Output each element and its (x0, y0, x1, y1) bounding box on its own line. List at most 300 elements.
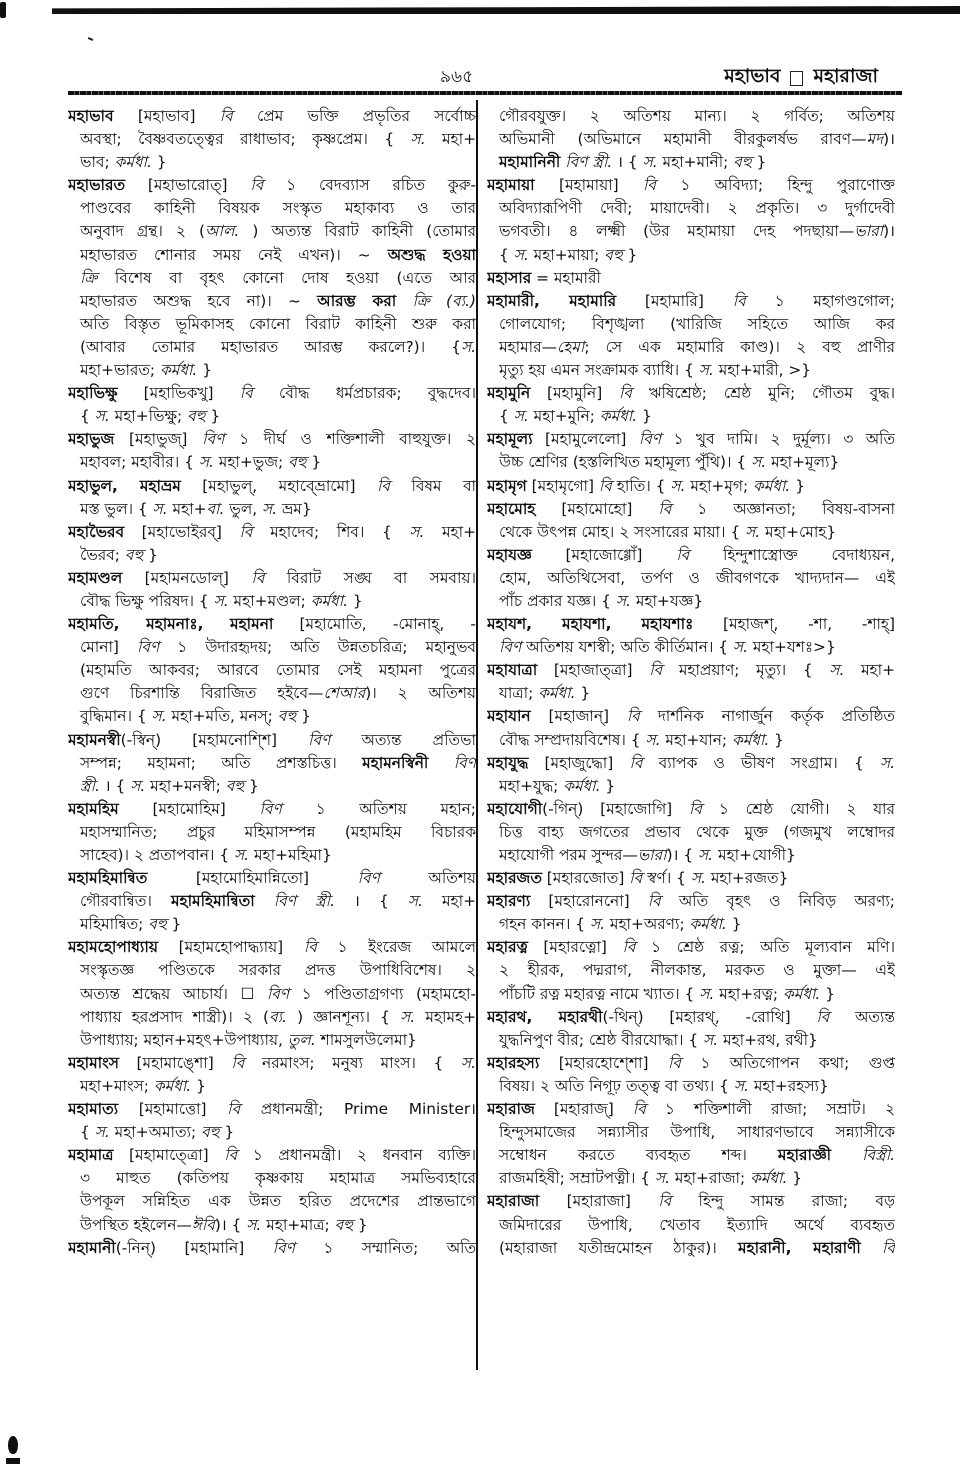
entry-line (68, 659, 476, 682)
definition-text: [মহামোহিম] (118, 799, 260, 818)
grammar-label: বিণ (202, 430, 225, 449)
entry-headline (68, 382, 476, 405)
definition-text: অত্যন্ত (829, 1007, 895, 1026)
entry-headline (68, 1144, 476, 1167)
entry-line (68, 890, 476, 913)
definition-text: । { (334, 892, 408, 911)
definition-text: প্রেম ভক্তি প্রভৃতির সর্বোচ্চ (232, 107, 476, 125)
definition-text: মহামহ+ (415, 1007, 476, 1026)
entry-line (68, 451, 476, 474)
definition-text: } (347, 591, 363, 610)
grammar-label: স. (703, 1030, 719, 1049)
definition-text: অতি বৃহৎ ও নিবিড় অরণ্য; (660, 892, 895, 911)
headword: মহারথ, মহারথী (487, 1007, 603, 1026)
grammar-label: বি (816, 1007, 830, 1026)
entry-line (68, 498, 476, 521)
definition-text: দার্শনিক নাগার্জুন কর্তৃক প্রতিষ্ঠিত (639, 707, 895, 726)
entry-headline (487, 498, 895, 521)
grammar-label: স. (513, 245, 529, 264)
grammar-label: স্ত্রী. (80, 776, 100, 795)
scan-speck (88, 37, 93, 41)
grammar-label: স. (698, 846, 714, 864)
definition-text: ভ্রম} (277, 499, 312, 518)
grammar-label: বি (732, 291, 746, 310)
definition-text: মহা+ (424, 522, 476, 541)
grammar-label: স. (733, 1076, 749, 1095)
grammar-label: বি (632, 1100, 646, 1119)
grammar-label: বি (629, 869, 643, 888)
grammar-label: বহু (733, 153, 752, 172)
entry-line (68, 1190, 476, 1213)
definition-text: মহা+মূল্য} (766, 453, 840, 472)
grammar-label: বহু (604, 245, 623, 264)
entry-headline (487, 1006, 895, 1029)
definition-text: [মহারোননো] (530, 892, 648, 911)
grammar-label: স. (94, 407, 110, 426)
entry-headline (68, 428, 476, 451)
grammar-label: স. (745, 522, 761, 541)
grammar-label: কর্মধা. (599, 407, 638, 426)
column-divider (476, 100, 478, 1370)
definition-text: ১ প্রধানমন্ত্রী। ২ ধনবান ব্যক্তি। (237, 1146, 476, 1165)
entry-line (68, 1029, 476, 1052)
entry-headline (68, 1052, 476, 1075)
grammar-label: স. (589, 915, 605, 934)
definition-text: [মহাভাব] (113, 107, 220, 125)
definition-text: অত্যন্ত শ্রদ্ধেয় আচার্য। ☐ (80, 984, 267, 1003)
definition-text (831, 1146, 862, 1164)
definition-text: বৌদ্ধ ভিক্ষু পরিষদ। { (80, 591, 214, 610)
definition-text: মস্ত ভুল। { (80, 499, 153, 518)
grammar-label: বি (598, 476, 612, 495)
definition-text: ৩ মাহুত (কতিপয় কৃষ্ণকায় মহামাত্র সমভিব্যহারে (80, 1169, 476, 1188)
entry-headline (487, 1190, 895, 1213)
definition-text: বিশেষ বা বৃহৎ কোনো দোষ হওয়া (এতে আর (97, 268, 476, 287)
definition-text: চিত্ত বাহ্য জগতের প্রভাব থেকে মুক্ত (গজমুখ লম্বোদর (499, 822, 895, 841)
definition-text: ১ অতিশয় মহান; (281, 799, 476, 818)
grammar-label: বিস্ত্রী. (862, 1146, 895, 1165)
definition-text: [মহামোতি, -মোনাহ্, - (273, 615, 476, 634)
definition-text: বৌদ্ধ ধর্মপ্রচারক; বুদ্ধদেব। (252, 384, 476, 403)
definition-text: ভৈরব; (80, 545, 125, 564)
definition-text: হিন্দুশাস্ত্রোক্ত বেদাধ্যয়ন, (689, 545, 895, 564)
entry-headline (68, 105, 476, 128)
entry-line (68, 959, 476, 982)
guide-word-first: মহাভাব (724, 65, 781, 87)
header-rule (68, 91, 902, 95)
definition-text: মহা+মোহ} (760, 522, 837, 541)
entry-line (68, 705, 476, 728)
definition-text: } (622, 245, 638, 264)
page-number: ৯৬৫ (440, 67, 474, 87)
entry-line (487, 821, 895, 844)
definition-text: [মহামুনি] (530, 384, 620, 403)
headword: মহাযজ্ঞ (487, 545, 532, 564)
definition-text: } (151, 153, 167, 172)
definition-text: যাত্রা; (499, 684, 539, 703)
definition-text: রাজমহিষী; সম্রাটপত্নী। { (499, 1169, 655, 1188)
grammar-label: ভারা (854, 222, 884, 241)
entry-line (68, 405, 476, 428)
entry-line (68, 682, 476, 705)
definition-text: অনুবাদ গ্রন্থ। ২ ( (80, 222, 205, 241)
entry-line (68, 983, 476, 1006)
grammar-label: ব্য. (269, 1007, 287, 1026)
definition-text: ) অত্যন্ত বিরাট কাহিনী (তোমার (239, 222, 476, 241)
definition-text: অবস্থা; বৈষ্ণবতত্ত্বের রাধাভাব; কৃষ্ণপ্রেম। { (80, 130, 411, 149)
headword: মহারানী, মহারাণী (737, 1238, 861, 1257)
entry-line (487, 313, 895, 336)
definition-text: } (306, 453, 322, 472)
square-separator-icon (790, 71, 803, 86)
definition-text: অত্যন্ত প্রতিভা (330, 730, 476, 749)
headword: মহামানী (68, 1238, 116, 1257)
entry-line (487, 682, 895, 705)
entry-headline (487, 382, 895, 405)
grammar-label: বিণ (499, 638, 522, 657)
grammar-label: বহু (201, 1123, 220, 1142)
entry-line (487, 913, 895, 936)
grammar-label: বিণ (136, 638, 160, 657)
grammar-label: কর্মধা. (731, 730, 770, 749)
headword: মহামুনি (487, 384, 531, 403)
headword: মহারাজা (487, 1192, 540, 1211)
entry-headline (487, 290, 895, 313)
headword: মহামায়া (487, 176, 535, 195)
definition-text: সংস্কৃতজ্ঞ পণ্ডিতকে সরকার প্রদত্ত উপাধিবিশেষ। ২ (80, 961, 476, 980)
definition-text: } (244, 776, 259, 795)
grammar-label: ক্রি (ব্য.) (412, 291, 476, 310)
entry-headline (487, 659, 895, 682)
entry-line (487, 1075, 895, 1098)
entry-line (68, 844, 476, 867)
definition-text: মহা+মায়া; (528, 245, 605, 264)
headword: মহামতি, মহামনাঃ, মহামনা (68, 615, 274, 634)
definition-text: মহা+ (422, 892, 476, 911)
definition-text: পাধ্যায় হরপ্রসাদ শাস্ত্রী)। ২ ( (80, 1007, 270, 1026)
definition-text: মহা+ (167, 499, 207, 518)
headword: মহারাজ (487, 1100, 535, 1119)
definition-text: উপস্থিত হইলেন— (80, 1215, 192, 1234)
grammar-label: বি (658, 499, 672, 518)
entry-headline (487, 1052, 895, 1075)
grammar-label: বিণ (272, 1238, 295, 1257)
definition-text: [মহাভুল্, মহাব্ভ্রোমো] (180, 476, 377, 495)
definition-text: [মহামাত্ত্রো] (113, 1146, 225, 1165)
grammar-label: বহু (288, 453, 307, 472)
definition-text: [মহাভারোত্] (125, 176, 251, 195)
grammar-label: বা. (206, 499, 225, 518)
entry-line (487, 1237, 895, 1260)
headword: মহামহিমান্বিতা (170, 892, 255, 911)
headword: মহামহোপাধ্যায় (68, 938, 158, 957)
definition-text: { (499, 407, 514, 426)
entry-line (68, 359, 476, 382)
entry-line (487, 959, 895, 982)
definition-text: [মহারাজা] (539, 1192, 659, 1211)
definition-text: ১ বেদব্যাস রচিত কুরু- (263, 176, 476, 195)
entry-line (487, 1121, 895, 1144)
definition-text: মহা+ (425, 130, 476, 149)
grammar-label: মদ (866, 130, 884, 149)
grammar-label: বিণ (453, 753, 476, 772)
headword: মহামানিনী (499, 153, 561, 172)
definition-text: (আবার তোমার মহাভারত আরম্ভ করলে?)। { (80, 337, 461, 356)
grammar-label: বহু (124, 545, 144, 564)
definition-text: [মহারহোশ্শো] (539, 1053, 668, 1072)
definition-text: গৌরবযুক্ত। ২ অতিশয় মান্য। ২ গর্বিত; অতিশয় (499, 107, 895, 125)
definition-text: জমিদারের উপাধি, খেতাব ইত্যাদি অর্থে ব্যবহৃত (499, 1215, 895, 1234)
definition-text: গুণে চিরশান্তি বিরাজিত হইবে— (80, 684, 324, 703)
entry-line (68, 544, 476, 567)
entry-headline (487, 428, 895, 451)
definition-text: )। (883, 130, 895, 149)
running-header (724, 62, 878, 94)
headword: মহারজত (487, 869, 542, 888)
definition-text: (মহামতি আকবর; আরবে তোমার সেই মহামনা পুত্রের (80, 661, 476, 680)
entry-headline (68, 567, 476, 590)
definition-text: মহা+ (844, 661, 895, 680)
definition-text: বৌদ্ধ সম্প্রদায়বিশেষ। { (499, 730, 646, 749)
definition-text: ১ অবিদ্যা; হিন্দু পুরাণোক্ত (655, 176, 895, 195)
entry-headline (487, 544, 895, 567)
entry-line (487, 844, 895, 867)
grammar-label: স. (198, 453, 214, 472)
definition-text: ১ পণ্ডিতাগ্রগণ্য (মহামহো- (289, 984, 476, 1003)
definition-text: মহা+যজ্ঞ} (630, 591, 704, 610)
definition-text: [মহাজশ্, -শা, -শাহ্] (693, 615, 895, 634)
grammar-label: স. (654, 1169, 670, 1188)
definition-text: } (575, 684, 591, 703)
headword: মহামাত্য (68, 1100, 119, 1119)
definition-text: [মহাভিকখু] (117, 384, 240, 403)
definition-text: (-গিন্) [মহাজোগি] (542, 799, 690, 818)
grammar-label: স. (152, 499, 168, 518)
entry-line (487, 151, 895, 174)
grammar-label: বিণ স্ত্রী. (565, 153, 613, 172)
definition-text: মহামার— (499, 337, 557, 356)
headword: মহাযুদ্ধ (487, 753, 529, 772)
grammar-label: হেমা (556, 337, 585, 356)
headword: মহামণ্ডল (68, 568, 123, 587)
headword: মহামারী, মহামারি (487, 291, 617, 310)
definition-text: [মহামৃগো] (526, 476, 599, 495)
definition-text: যুদ্ধনিপুণ বীর; শ্রেষ্ঠ বীরযোদ্ধা। { (499, 1030, 704, 1049)
definition-text: ১ শ্রেষ্ঠ রত্ন; অতি মূল্যবান মণি। (635, 938, 895, 957)
definition-text: [মহাজোগ্গোঁ] (531, 545, 677, 564)
grammar-label: বি (689, 799, 703, 818)
definition-text: অতি বিস্তৃত ভূমিকাসহ কোনো বিরাট কাহিনী শুরু করা (80, 314, 476, 333)
definition-text: অবিদ্যারূপিণী দেবী; মায়াদেবী। ২ প্রকৃতি। ৩ দুর্গাদেবী (499, 199, 895, 218)
headword: মহামৃগ (487, 476, 527, 495)
definition-text: [মহারাজ্] (534, 1100, 633, 1119)
definition-text: মহা+মতি, মনস্; (166, 707, 278, 726)
grammar-label: কর্মধা. (753, 476, 791, 495)
entry-line (68, 1121, 476, 1144)
grammar-label: বি (667, 1053, 681, 1072)
grammar-label: বহু (225, 776, 245, 795)
definition-text: সাহেব)। ২ প্রতাপবান। { (80, 846, 235, 864)
grammar-label: বি (647, 892, 661, 911)
grammar-label: বিণ স্ত্রী. (273, 892, 335, 911)
definition-text: ; সে এক মহামারি কাণ্ড)। ২ বহু প্রাণীর (584, 337, 895, 356)
grammar-label: বি (251, 568, 265, 587)
entry-line (68, 128, 476, 151)
entry-headline (68, 729, 476, 752)
entry-line (487, 775, 895, 798)
definition-text: মহাদেব; শিব। { (252, 522, 410, 541)
definition-text: । { (99, 776, 131, 795)
grammar-label: বি (224, 1146, 238, 1165)
definition-text: মহা+মুনি; (528, 407, 600, 426)
headword: মহারত্ন (487, 938, 528, 957)
grammar-label: স. (151, 707, 167, 726)
grammar-label: বি (649, 661, 663, 680)
entry-headline (487, 475, 895, 498)
definition-text: ১ অতিগোপন কথা; গুপ্ত (680, 1053, 895, 1072)
grammar-label: আল. (205, 222, 240, 241)
entry-line (487, 128, 895, 151)
definition-text: অতিশয় (379, 869, 476, 888)
definition-text: উচ্চ শ্রেণির (হস্তলিখিত মহামূল্য পুঁথি)। { (499, 453, 752, 472)
entry-headline (487, 613, 895, 636)
grammar-label: বি (227, 1100, 241, 1119)
definition-text: ভাব; (80, 153, 115, 172)
guide-word-last: মহারাজা (813, 65, 878, 87)
definition-text: মহা+যান; (660, 730, 732, 749)
entry-line (68, 1075, 476, 1098)
headword: মহারহস্য (487, 1053, 540, 1072)
grammar-label: ঈবি (191, 1215, 215, 1234)
definition-text: [মহারত্নো] (527, 938, 623, 957)
definition-text: = মহামারী (531, 268, 601, 287)
definition-text: মহা+রাজা; (669, 1169, 751, 1188)
definition-text: ১ সম্মানিত; অতি (294, 1238, 476, 1257)
definition-text: মহাপ্রয়াণ; মৃত্যু। { (662, 661, 830, 680)
entry-headline (487, 174, 895, 197)
definition-text: )। ২ অতিশয় (365, 684, 476, 703)
definition-text: (-স্বিন্) [মহামনোশ্শি] (120, 730, 309, 749)
lamp-logo-icon (8, 1436, 18, 1454)
entry-line (487, 336, 895, 359)
headword: মহাযোগী (487, 799, 543, 818)
headword: মহাযশ, মহাযশা, মহাযশাঃ (487, 615, 694, 634)
definition-text: [মহামনডোল্] (122, 568, 252, 587)
grammar-label: বি (676, 545, 690, 564)
grammar-label: বিণ (308, 730, 331, 749)
entry-headline (487, 267, 895, 290)
definition-text: } (769, 730, 784, 749)
definition-text: পাঁচটি রত্ন মহারত্ন নামে খ্যাত। { (499, 984, 700, 1003)
entry-headline (68, 521, 476, 544)
headword: মহাযান (487, 707, 531, 726)
definition-text: মহা+মানী; (657, 153, 734, 172)
grammar-label: স. (94, 1123, 110, 1142)
definition-text: ১ অজ্ঞানতা; বিষয়-বাসনা (671, 499, 895, 518)
headword: মহাভুজ (68, 430, 115, 449)
headword: মহামাত্র (68, 1146, 114, 1165)
definition-text: মহা+অরণ্য; (605, 915, 690, 934)
entry-headline (68, 613, 476, 636)
definition-text: সম্পন্ন; মহামনা; অতি প্রশস্তচিত্ত। (80, 753, 363, 772)
entry-headline (68, 1237, 476, 1260)
definition-text: মহা+মাত্র; (261, 1215, 335, 1234)
grammar-label: স. (213, 591, 229, 610)
entry-line (68, 913, 476, 936)
grammar-label: বি (626, 707, 640, 726)
definition-text (255, 892, 274, 910)
definition-text: মহাভারত অশুদ্ধ হবে না)। ~ (80, 291, 318, 310)
entry-line (68, 590, 476, 613)
entry-line (68, 220, 476, 243)
entry-headline (487, 867, 895, 890)
definition-text: } (296, 707, 311, 726)
entry-line (68, 197, 476, 220)
grammar-label: শেআর (323, 684, 366, 703)
grammar-label: স. (130, 776, 146, 795)
headword: মহাভুল, মহাভ্রম (68, 476, 181, 495)
entry-headline (487, 705, 895, 728)
grammar-label: বি (619, 384, 632, 403)
scan-edge-mark (0, 2, 6, 18)
definition-text: [মহারজোত] (541, 869, 630, 888)
definition-text: মহা+যুদ্ধ; (499, 776, 564, 795)
grammar-label: স. (513, 407, 529, 426)
definition-text: [মহামাত্তো] (118, 1100, 228, 1119)
grammar-label: বি (629, 753, 643, 772)
definition-text: থেকে উৎপন্ন মোহ। ২ সংসারের মায়া। { (499, 522, 746, 541)
definition-text (861, 1239, 882, 1257)
entry-line (68, 313, 476, 336)
definition-text: মহা+ভারত; (80, 361, 161, 380)
entry-line (68, 752, 476, 775)
grammar-label: বিণ (259, 799, 282, 818)
definition-text: মোনা] (80, 638, 137, 657)
definition-text: (মহারাজা যতীন্দ্রমোহন ঠাকুর)। (499, 1238, 738, 1257)
definition-text: মহা+মহিমা} (249, 846, 332, 864)
definition-text: মহাসম্মানিত; প্রচুর মহিমাসম্পন্ন (মহামহিম বিচারক (80, 822, 476, 841)
definition-text: অভিমানী (অভিমানে মহামানী বীরকুলর্ষভ রাবণ— (499, 130, 867, 149)
definition-text: ) জ্ঞানশূন্য। { (287, 1007, 401, 1026)
entry-line (68, 1006, 476, 1029)
headword: মহারাজ্ঞী (777, 1146, 832, 1165)
headword: মহামূল্য (487, 430, 533, 449)
grammar-label: বহু (334, 1215, 353, 1234)
entry-headline (68, 475, 476, 498)
grammar-label: বি (643, 176, 656, 195)
headword: মহারণ্য (487, 892, 531, 911)
grammar-label: বি (658, 1192, 672, 1211)
headword: মহামনস্বী (68, 730, 121, 749)
grammar-label: কর্মধা. (750, 1169, 788, 1188)
entry-line (68, 775, 476, 798)
definition-text: } (205, 407, 221, 426)
definition-text: } (191, 1076, 206, 1095)
grammar-label: কর্মধা. (563, 776, 601, 795)
headword: মহাভারত (68, 176, 126, 195)
grammar-label: কর্মধা. (310, 591, 348, 610)
grammar-label: স. (879, 753, 895, 772)
definition-text: মহা+ভিক্ষু; (109, 407, 188, 426)
grammar-label: কর্মধা. (689, 915, 727, 934)
grammar-label: স. (698, 361, 714, 380)
grammar-label: বি (250, 176, 264, 195)
definition-text: [মহামহোপাদ্ধ্যায়] (157, 938, 304, 957)
definition-text: ১ ইংরেজ আমলে (316, 938, 476, 957)
grammar-label: স. (699, 984, 715, 1003)
entry-line (68, 290, 476, 313)
definition-text: বিষম বা (389, 476, 476, 495)
